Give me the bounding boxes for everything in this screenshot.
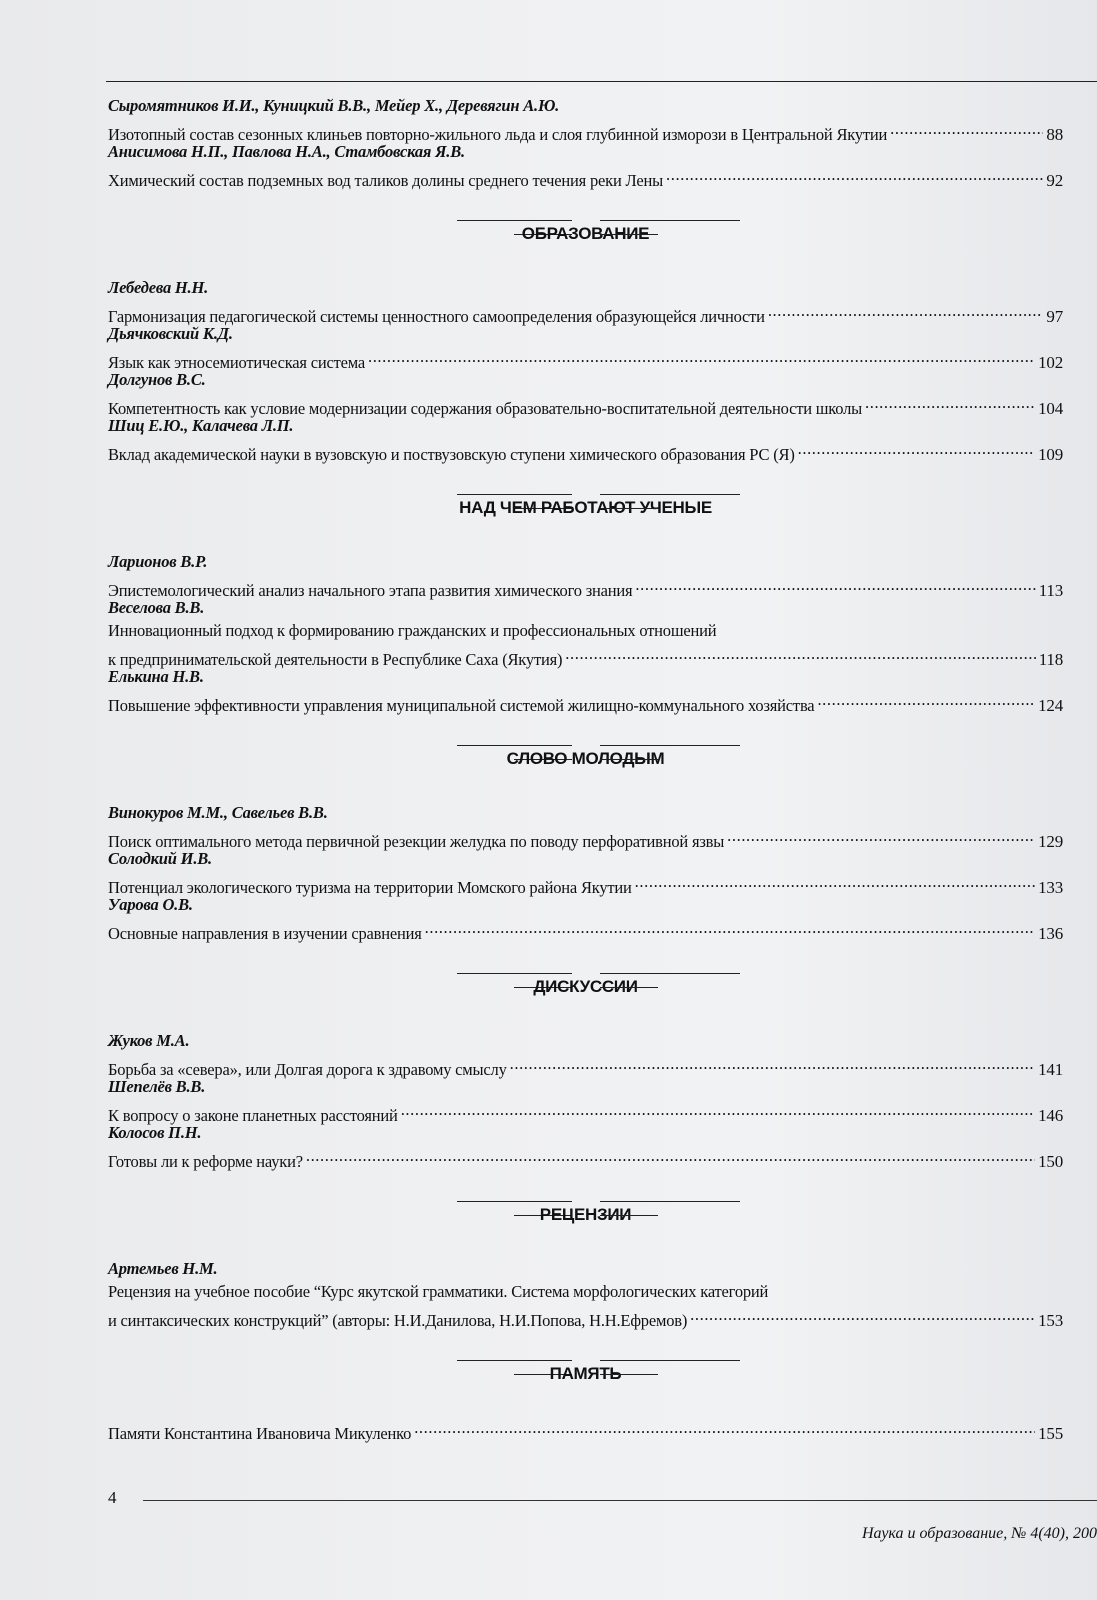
table-of-contents bbox=[108, 94, 1063, 1443]
entry-authors: Дьячковский К.Д. bbox=[108, 324, 233, 343]
entry-authors: Жуков М.А. bbox=[108, 1031, 190, 1050]
entry-page-number: 92 bbox=[1046, 171, 1063, 190]
entry-title-line bbox=[108, 1052, 1063, 1079]
entry-authors: Артемьев Н.М. bbox=[108, 1259, 218, 1278]
toc-entry[interactable] bbox=[108, 1121, 1063, 1171]
entry-page-number: 129 bbox=[1038, 832, 1063, 851]
entry-title: Потенциал экологического туризма на территории Момского района Якутии bbox=[108, 878, 632, 897]
entry-title: Повышение эффективности управления муниципальной системой жилищно-коммунального хозяйства bbox=[108, 696, 815, 715]
leader-dots bbox=[817, 688, 1035, 711]
leader-dots bbox=[690, 1303, 1035, 1326]
entry-title-line bbox=[108, 688, 1063, 715]
leader-dots bbox=[635, 870, 1035, 893]
toc-entry[interactable] bbox=[108, 1416, 1063, 1443]
heading-decoration-right bbox=[600, 973, 715, 989]
entry-title-line bbox=[108, 870, 1063, 897]
entry-page-number: 153 bbox=[1038, 1311, 1063, 1330]
entry-title: К вопросу о законе планетных расстояний bbox=[108, 1106, 398, 1125]
heading-decoration-right bbox=[600, 1201, 715, 1217]
entry-title: Основные направления в изучении сравнения bbox=[108, 924, 422, 943]
section-title: СЛОВО МОЛОДЫМ bbox=[506, 749, 665, 768]
entry-page-number: 141 bbox=[1038, 1060, 1063, 1079]
journal-footer: Наука и образование, № 4(40), 200 bbox=[861, 1525, 1097, 1542]
entry-authors: Елькина Н.В. bbox=[108, 667, 204, 686]
leader-dots bbox=[401, 1098, 1035, 1121]
leader-dots bbox=[306, 1144, 1035, 1167]
entry-page-number: 124 bbox=[1038, 696, 1063, 715]
entry-title: Поиск оптимального метода первичной резекции желудка по поводу перфоративной язвы bbox=[108, 832, 725, 851]
toc-entry[interactable] bbox=[108, 1029, 1063, 1079]
entry-page-number: 155 bbox=[1038, 1424, 1063, 1443]
entry-title-line bbox=[108, 824, 1063, 851]
entry-authors: Веселова В.В. bbox=[108, 598, 205, 617]
toc-entry[interactable] bbox=[108, 322, 1063, 372]
leader-dots bbox=[768, 299, 1044, 322]
leader-dots bbox=[890, 117, 1043, 140]
entry-title-line bbox=[108, 1416, 1063, 1443]
entry-authors: Уарова О.В. bbox=[108, 895, 193, 914]
leader-dots bbox=[727, 824, 1035, 847]
entry-page-number: 104 bbox=[1038, 399, 1063, 418]
leader-dots bbox=[565, 642, 1035, 665]
entry-title: Памяти Константина Ивановича Микуленко bbox=[108, 1424, 412, 1443]
section-title: ОБРАЗОВАНИЕ bbox=[521, 224, 650, 243]
toc-entry[interactable] bbox=[108, 596, 1063, 669]
entry-authors: Шепелёв В.В. bbox=[108, 1077, 206, 1096]
leader-dots bbox=[425, 916, 1035, 939]
toc-entry[interactable] bbox=[108, 1257, 1063, 1330]
entry-title-line bbox=[108, 1144, 1063, 1171]
entry-page-number: 113 bbox=[1038, 581, 1063, 600]
section-title: ПАМЯТЬ bbox=[549, 1364, 622, 1383]
section-heading-education bbox=[108, 210, 1063, 262]
entry-title-first-line: Рецензия на учебное пособие “Курс якутской грамматики. Система морфологических категорий bbox=[108, 1282, 769, 1301]
entry-title-line bbox=[108, 163, 1063, 190]
heading-decoration-right bbox=[600, 745, 715, 761]
toc-entry[interactable] bbox=[108, 801, 1063, 851]
section-heading-reviews bbox=[108, 1191, 1063, 1243]
entry-title-line bbox=[108, 117, 1063, 144]
entry-authors: Колосов П.Н. bbox=[108, 1123, 202, 1142]
entry-authors: Солодкий И.В. bbox=[108, 849, 212, 868]
entry-title-line bbox=[108, 1303, 1063, 1330]
entry-authors: Шиц Е.Ю., Калачева Л.П. bbox=[108, 416, 294, 435]
toc-entry[interactable] bbox=[108, 276, 1063, 326]
toc-entry[interactable] bbox=[108, 665, 1063, 715]
toc-entry[interactable] bbox=[108, 140, 1063, 190]
toc-entry[interactable] bbox=[108, 1075, 1063, 1125]
leader-dots bbox=[368, 345, 1035, 368]
leader-dots bbox=[798, 437, 1035, 460]
entry-authors: Анисимова Н.П., Павлова Н.А., Стамбовская Я.В. bbox=[108, 142, 465, 161]
leader-dots bbox=[865, 391, 1035, 414]
footer-rule bbox=[143, 1500, 1097, 1501]
leader-dots bbox=[414, 1416, 1035, 1439]
section-heading-memory bbox=[108, 1350, 1063, 1402]
entry-title-line bbox=[108, 437, 1063, 464]
entry-title-first-line: Инновационный подход к формированию гражданских и профессиональных отношений bbox=[108, 621, 717, 640]
entry-title: Борьба за «севера», или Долгая дорога к здравому смыслу bbox=[108, 1060, 507, 1079]
heading-decoration-right bbox=[600, 220, 715, 236]
entry-title: Изотопный состав сезонных клиньев повторно-жильного льда и слоя глубинной изморози в Центральной Якутии bbox=[108, 125, 888, 144]
entry-title-line bbox=[108, 573, 1063, 600]
leader-dots bbox=[666, 163, 1043, 186]
section-heading-discussions bbox=[108, 963, 1063, 1015]
entry-title-line bbox=[108, 1098, 1063, 1125]
top-rule bbox=[106, 81, 1097, 82]
entry-authors: Сыромятников И.И., Куницкий В.В., Мейер Х., Деревягин А.Ю. bbox=[108, 96, 560, 115]
entry-title: Эпистемологический анализ начального этапа развития химического знания bbox=[108, 581, 633, 600]
entry-page-number: 146 bbox=[1038, 1106, 1063, 1125]
leader-dots bbox=[635, 573, 1035, 596]
entry-page-number: 97 bbox=[1046, 307, 1063, 326]
entry-title: и синтаксических конструкций” (авторы: Н.И.Данилова, Н.И.Попова, Н.Н.Ефремов) bbox=[108, 1311, 688, 1330]
section-heading-young-scholars bbox=[108, 735, 1063, 787]
entry-title: Вклад академической науки в вузовскую и поствузовскую ступени химического образования РС (Я) bbox=[108, 445, 795, 464]
toc-entry[interactable] bbox=[108, 550, 1063, 600]
entry-title-line bbox=[108, 391, 1063, 418]
page-number: 4 bbox=[108, 1488, 117, 1507]
heading-decoration-right bbox=[600, 1360, 715, 1376]
entry-page-number: 136 bbox=[1038, 924, 1063, 943]
toc-entry[interactable] bbox=[108, 847, 1063, 897]
entry-authors: Лебедева Н.Н. bbox=[108, 278, 209, 297]
toc-entry[interactable] bbox=[108, 368, 1063, 418]
entry-page-number: 102 bbox=[1038, 353, 1063, 372]
entry-page-number: 88 bbox=[1046, 125, 1063, 144]
entry-authors: Ларионов В.Р. bbox=[108, 552, 208, 571]
section-title: РЕЦЕНЗИИ bbox=[539, 1205, 632, 1224]
leader-dots bbox=[510, 1052, 1035, 1075]
entry-title-line bbox=[108, 299, 1063, 326]
toc-entry[interactable] bbox=[108, 94, 1063, 144]
entry-title-line bbox=[108, 345, 1063, 372]
entry-title: к предпринимательской деятельности в Республике Саха (Якутия) bbox=[108, 650, 563, 669]
entry-page-number: 133 bbox=[1038, 878, 1063, 897]
toc-entry[interactable] bbox=[108, 414, 1063, 464]
entry-authors: Винокуров М.М., Савельев В.В. bbox=[108, 803, 328, 822]
entry-page-number: 150 bbox=[1038, 1152, 1063, 1171]
entry-title: Гармонизация педагогической системы ценностного самоопределения образующейся личности bbox=[108, 307, 765, 326]
entry-title: Готовы ли к реформе науки? bbox=[108, 1152, 303, 1171]
entry-title: Компетентность как условие модернизации содержания образовательно-воспитательной деятельности школы bbox=[108, 399, 862, 418]
entry-page-number: 109 bbox=[1038, 445, 1063, 464]
entry-title: Язык как этносемиотическая система bbox=[108, 353, 365, 372]
entry-authors: Долгунов В.С. bbox=[108, 370, 206, 389]
entry-page-number: 118 bbox=[1038, 650, 1063, 669]
entry-title-line bbox=[108, 916, 1063, 943]
toc-entry[interactable] bbox=[108, 893, 1063, 943]
section-heading-research bbox=[108, 484, 1063, 536]
section-title: НАД ЧЕМ РАБОТАЮТ УЧЕНЫЕ bbox=[459, 498, 712, 517]
heading-decoration-right bbox=[600, 494, 715, 510]
entry-title: Химический состав подземных вод таликов долины среднего течения реки Лены bbox=[108, 171, 664, 190]
section-title: ДИСКУССИИ bbox=[533, 977, 638, 996]
entry-title-line bbox=[108, 642, 1063, 669]
